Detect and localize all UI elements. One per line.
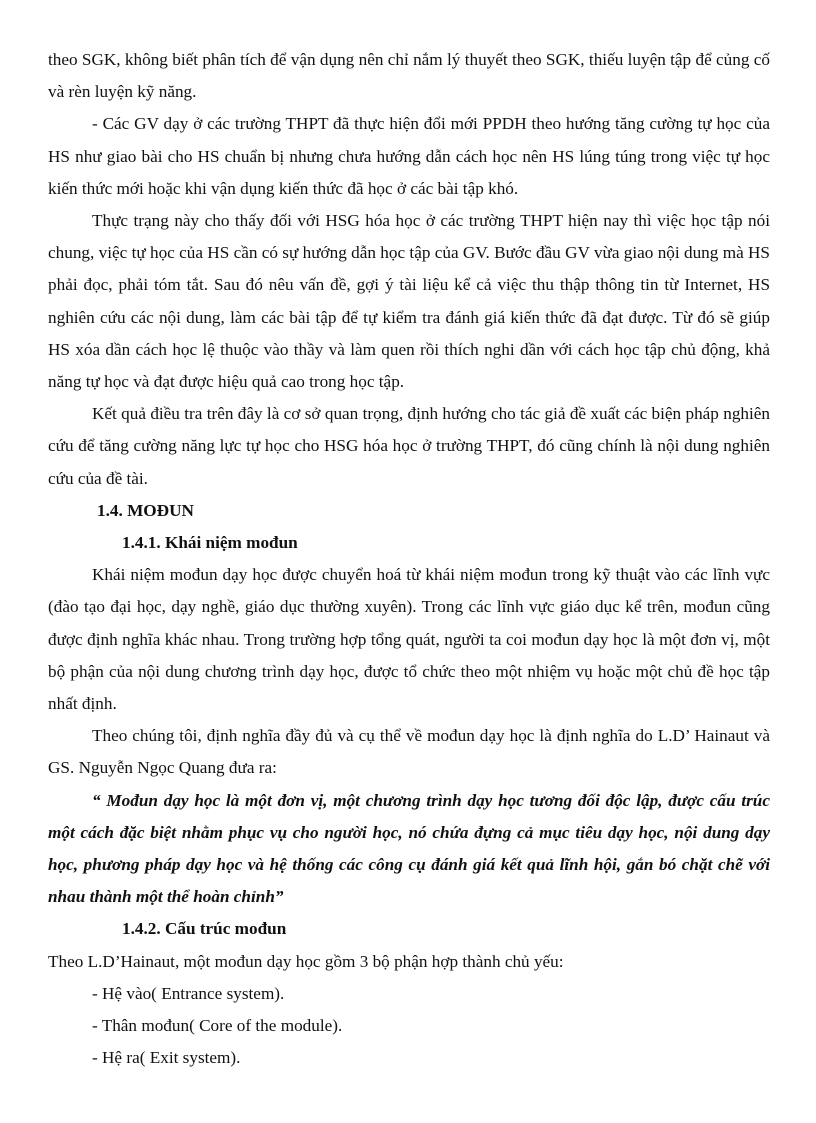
paragraph-teacher-practice: - Các GV dạy ở các trường THPT đã thực hiện đổi mới PPDH theo hướng tăng cường tự học của HS như giao bài cho HS chuẩn bị nhưng chưa hướng dẫn cách học nên HS lúng túng trong việc tự học kiến thức mới hoặc khi vận dụng kiến thức đã học ở các bài tập khó.	[48, 114, 770, 198]
section-heading-1-4: 1.4. MOĐUN	[97, 500, 194, 520]
subsection-heading-1-4-1: 1.4.1. Khái niệm mođun	[122, 533, 298, 553]
paragraph-module-concept: Khái niệm mođun dạy học được chuyển hoá từ khái niệm mođun trong kỹ thuật vào các lĩnh vực (đào tạo đại học, dạy nghề, giáo dục thường xuyên). Trong các lĩnh vực giáo dục kể trên, mođun cũng được định nghĩa khác nhau. Trong trường hợp tổng quát, người ta coi mođun dạy học là một đơn vị, một bộ phận của nội dung chương trình dạy học, được tổ chức theo một nhiệm vụ hoặc một chủ đề học tập nhất định.	[48, 565, 770, 714]
paragraph-situation: Thực trạng này cho thấy đối với HSG hóa học ở các trường THPT hiện nay thì việc học tập nói chung, việc tự học của HS cần có sự hướng dẫn học tập của GV. Bước đầu GV vừa giao nội dung mà HS phải đọc, phải tóm tắt. Sau đó nêu vấn đề, gợi ý tài liệu kể cả việc thu thập thông tin từ Internet, HS nghiên cứu các nội dung, làm các bài tập để tự kiểm tra đánh giá kiến thức đã đạt được. Từ đó sẽ giúp HS xóa dần cách học lệ thuộc vào thầy và làm quen rồi thích nghi dần với cách học tập chủ động, khả năng tự học và đạt được hiệu quả cao trong học tập.	[48, 211, 770, 392]
subsection-heading-1-4-2: 1.4.2. Cấu trúc mođun	[122, 919, 287, 939]
list-item-exit: - Hệ ra( Exit system).	[92, 1048, 241, 1068]
paragraph-survey-result: Kết quả điều tra trên đây là cơ sở quan trọng, định hướng cho tác giả đề xuất các biện pháp nghiên cứu để tăng cường năng lực tự học cho HSG hóa học ở trường THPT, đó cũng chính là nội dung nghiên cứu của đề tài.	[48, 404, 770, 488]
paragraph-continuation: theo SGK, không biết phân tích để vận dụng nên chỉ nắm lý thuyết theo SGK, thiếu luyện tập để củng cố và rèn luyện kỹ năng.	[48, 50, 770, 102]
paragraph-structure-intro: Theo L.D’Hainaut, một mođun dạy học gồm 3 bộ phận hợp thành chủ yếu:	[48, 951, 564, 971]
list-item-entrance: - Hệ vào( Entrance system).	[92, 983, 285, 1003]
definition-quote: “ Mođun dạy học là một đơn vị, một chương trình dạy học tương đối độc lập, được cấu trúc một cách đặc biệt nhằm phục vụ cho người học, nó chứa đựng cả mục tiêu dạy học, nội dung dạy học, phương pháp dạy học và hệ thống các công cụ đánh giá kết quả lĩnh hội, gắn bó chặt chẽ với nhau thành một thể hoàn chỉnh”	[48, 790, 770, 907]
document-page	[48, 44, 770, 1075]
list-item-core: - Thân mođun( Core of the module).	[92, 1016, 343, 1036]
paragraph-definition-intro: Theo chúng tôi, định nghĩa đầy đủ và cụ thể về mođun dạy học là định nghĩa do L.D’ Hainaut và GS. Nguyễn Ngọc Quang đưa ra:	[48, 726, 770, 778]
